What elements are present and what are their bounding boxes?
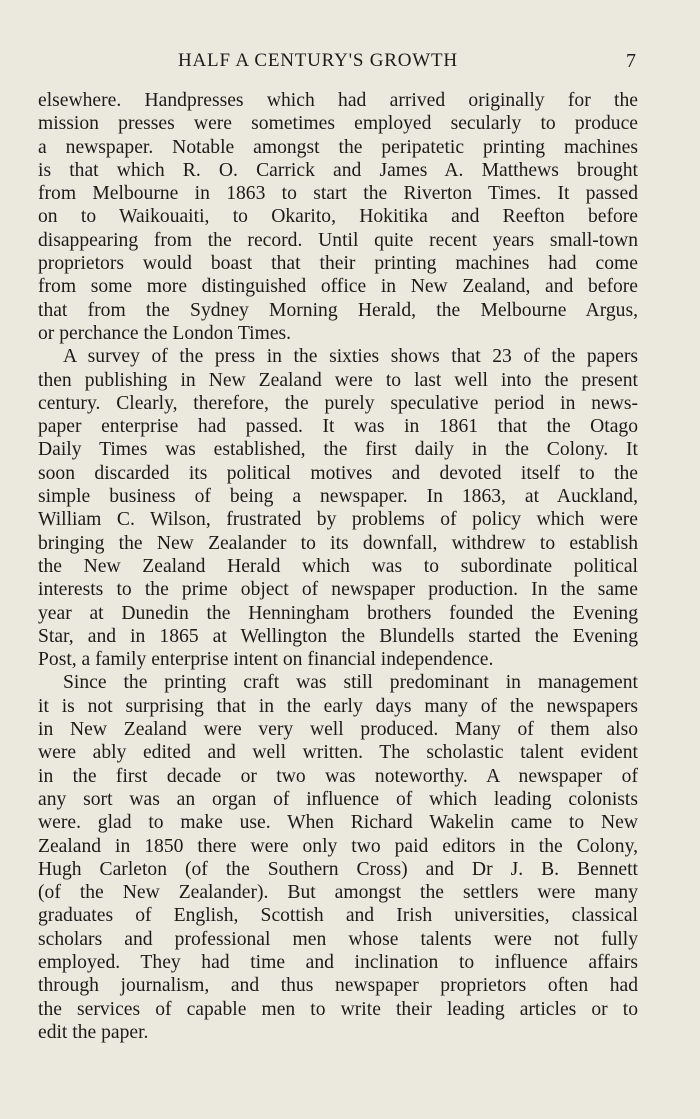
text-line: (of the New Zealander). But amongst the settlers were many <box>38 882 638 904</box>
text-line: proprietors would boast that their printing machines had come <box>38 253 638 275</box>
running-title: HALF A CENTURY'S GROWTH <box>178 50 458 71</box>
text-line: Star, and in 1865 at Wellington the Blundells started the Evening <box>38 625 638 647</box>
text-line: soon discarded its political motives and devoted itself to the <box>38 462 638 484</box>
text-line: bringing the New Zealander to its downfall, withdrew to establish <box>38 532 638 554</box>
page-number: 7 <box>626 50 636 72</box>
text-line: simple business of being a newspaper. In 1863, at Auckland, <box>38 486 638 508</box>
text-line: scholars and professional men whose talents were not fully <box>38 928 638 950</box>
text-line: is that which R. O. Carrick and James A. Matthews brought <box>38 159 638 181</box>
text-line: edit the paper. <box>38 1021 149 1043</box>
text-line: from some more distinguished office in New Zealand, and before <box>38 276 638 298</box>
text-line: from Melbourne in 1863 to start the Riverton Times. It passed <box>38 183 638 205</box>
text-line: or perchance the London Times. <box>38 322 292 344</box>
paragraph-first-line: Since the printing craft was still predominant in management <box>63 672 638 694</box>
text-line: disappearing from the record. Until quite recent years small-town <box>38 229 638 251</box>
text-line: paper enterprise had passed. It was in 1861 that the Otago <box>38 416 638 438</box>
text-line: in New Zealand were very well produced. Many of them also <box>38 719 638 741</box>
text-line: a newspaper. Notable amongst the peripatetic printing machines <box>38 136 638 158</box>
text-line: Zealand in 1850 there were only two paid editors in the Colony, <box>38 835 638 857</box>
text-line: then publishing in New Zealand were to last well into the present <box>38 369 638 391</box>
text-line: through journalism, and thus newspaper proprietors often had <box>38 975 638 997</box>
text-line: year at Dunedin the Henningham brothers founded the Evening <box>38 602 638 624</box>
running-head <box>38 50 638 76</box>
text-line: in the first decade or two was noteworthy. A newspaper of <box>38 765 638 787</box>
text-line: William C. Wilson, frustrated by problems of policy which were <box>38 509 638 531</box>
text-line: Post, a family enterprise intent on financial independence. <box>38 649 494 671</box>
text-line: Daily Times was established, the first daily in the Colony. It <box>38 439 638 461</box>
text-line: on to Waikouaiti, to Okarito, Hokitika and Reefton before <box>38 206 638 228</box>
text-line: the New Zealand Herald which was to subordinate political <box>38 555 638 577</box>
text-line: that from the Sydney Morning Herald, the Melbourne Argus, <box>38 299 638 321</box>
text-line: interests to the prime object of newspaper production. In the same <box>38 579 638 601</box>
text-line: graduates of English, Scottish and Irish universities, classical <box>38 905 638 927</box>
text-line: were ably edited and well written. The scholastic talent evident <box>38 742 638 764</box>
text-line: Hugh Carleton (of the Southern Cross) and Dr J. B. Bennett <box>38 858 638 880</box>
text-line: elsewhere. Handpresses which had arrived originally for the <box>38 90 638 111</box>
text-line: century. Clearly, therefore, the purely speculative period in news- <box>38 392 638 414</box>
text-line: mission presses were sometimes employed secularly to produce <box>38 113 638 135</box>
text-line: it is not surprising that in the early days many of the newspapers <box>38 695 638 717</box>
body-text <box>38 89 638 1044</box>
text-line: were. glad to make use. When Richard Wakelin came to New <box>38 812 638 834</box>
text-line: the services of capable men to write their leading articles or to <box>38 998 638 1020</box>
paragraph-first-line: A survey of the press in the sixties shows that 23 of the papers <box>63 346 638 368</box>
text-line: employed. They had time and inclination to influence affairs <box>38 951 638 973</box>
text-line: any sort was an organ of influence of which leading colonists <box>38 788 638 810</box>
